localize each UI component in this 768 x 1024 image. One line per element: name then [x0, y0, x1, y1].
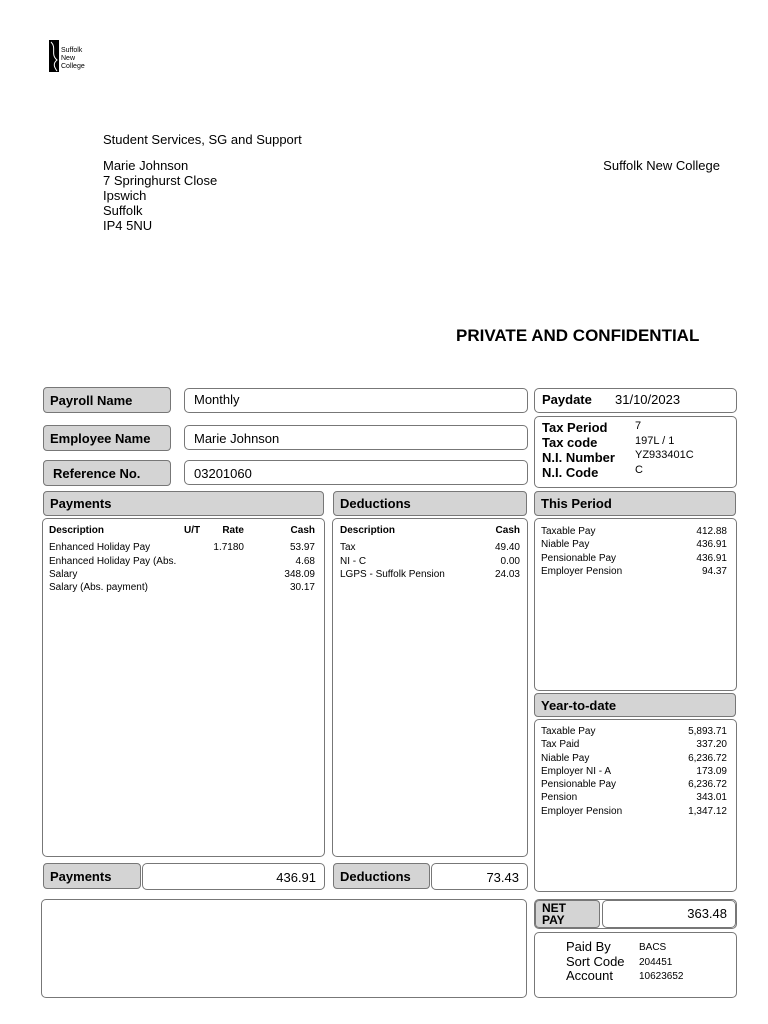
payment-method-labels	[566, 940, 625, 984]
payment-description: Enhanced Holiday Pay	[49, 542, 151, 554]
tax-info-values	[635, 419, 694, 477]
this-period-value: 436.91	[696, 552, 727, 564]
year-to-date-box	[534, 719, 737, 892]
year-to-date-row	[541, 725, 728, 738]
year-to-date-value: 6,236.72	[688, 752, 727, 764]
deductions-row	[340, 568, 520, 581]
paydate-label: Paydate	[542, 392, 592, 407]
payment-rate	[204, 581, 244, 594]
this-period-row	[541, 565, 728, 578]
paid-by-value: BACS	[639, 942, 667, 953]
tax-info-labels	[542, 420, 615, 480]
account-value: 10623652	[639, 971, 684, 982]
payments-table-body	[49, 525, 315, 594]
logo-text: Suffolk New College	[61, 47, 85, 70]
payments-row	[49, 541, 315, 554]
payments-rows	[49, 541, 315, 594]
payment-description: Salary (Abs. payment)	[49, 582, 148, 594]
confidential-title: PRIVATE AND CONFIDENTIAL	[456, 326, 700, 345]
year-to-date-row	[541, 791, 728, 804]
payments-table	[42, 518, 325, 857]
employer-name: Suffolk New College	[603, 158, 720, 173]
payments-header: Payments	[43, 491, 324, 516]
deduction-description: NI - C	[340, 555, 367, 567]
employee-address	[103, 158, 217, 233]
reference-label: Reference No.	[43, 460, 171, 486]
year-to-date-label: Taxable Pay	[541, 726, 596, 737]
payments-column-headers	[49, 525, 315, 538]
year-to-date-value: 6,236.72	[688, 779, 727, 791]
this-period-label: Pensionable Pay	[541, 552, 617, 564]
year-to-date-value: 1,347.12	[688, 805, 727, 817]
year-to-date-label: Employer Pension	[541, 805, 623, 817]
account-label: Account	[566, 968, 613, 983]
payments-total-value: 436.91	[276, 870, 316, 885]
deductions-col-description: Description	[340, 525, 396, 536]
year-to-date-label: Niable Pay	[541, 752, 590, 764]
employee-name-value: Marie Johnson	[194, 431, 280, 446]
deductions-row	[340, 541, 520, 554]
message-box	[41, 899, 527, 998]
payroll-name-box	[184, 388, 528, 413]
payment-ut	[184, 581, 204, 594]
employee-name-label: Employee Name	[43, 425, 171, 451]
sort-code-value: 204451	[639, 956, 673, 968]
net-pay-value-box	[602, 900, 736, 928]
payment-ut	[184, 541, 204, 554]
tax-info-box	[534, 416, 737, 488]
this-period-rows	[541, 525, 728, 578]
year-to-date-value: 343.01	[696, 792, 727, 804]
department-line: Student Services, SG and Support	[103, 132, 302, 147]
deduction-cash: 24.03	[494, 568, 520, 580]
year-to-date-value: 5,893.71	[688, 726, 727, 737]
year-to-date-value: 337.20	[696, 739, 727, 751]
year-to-date-rows	[541, 725, 728, 818]
deductions-row	[340, 555, 520, 568]
ni-code-value: C	[635, 463, 643, 476]
payments-total-label: Payments	[43, 863, 141, 889]
ni-code-label: N.I. Code	[542, 465, 599, 480]
tax-code-label: Tax code	[542, 435, 598, 450]
college-logo	[49, 38, 109, 74]
deduction-cash: 0.00	[500, 555, 520, 567]
this-period-header: This Period	[534, 491, 736, 516]
reference-value: 03201060	[194, 466, 252, 481]
this-period-row	[541, 525, 728, 538]
this-period-value: 94.37	[701, 565, 727, 577]
year-to-date-label: Tax Paid	[541, 739, 580, 751]
payment-cash: 348.09	[284, 568, 315, 580]
this-period-label: Niable Pay	[541, 539, 590, 551]
ni-number-value: YZ933401C	[635, 449, 694, 461]
payments-row	[49, 555, 315, 568]
net-pay-box	[534, 899, 737, 929]
net-pay-label-line2: PAY	[542, 913, 565, 927]
payment-ut	[184, 555, 204, 568]
payments-col-description: Description	[49, 525, 105, 536]
payment-cash: 53.97	[289, 542, 315, 554]
deductions-table	[332, 518, 528, 857]
payroll-name-label: Payroll Name	[43, 387, 171, 413]
payroll-name-value: Monthly	[194, 392, 240, 407]
logo-mark-icon	[49, 40, 59, 72]
reference-box	[184, 460, 528, 485]
year-to-date-label: Employer NI - A	[541, 765, 612, 777]
payment-rate: 1.7180	[213, 542, 244, 554]
year-to-date-row	[541, 752, 728, 765]
payment-method-box	[534, 932, 737, 998]
payments-col-ut: U/T	[184, 525, 201, 536]
deductions-total-label: Deductions	[333, 863, 430, 889]
year-to-date-header: Year-to-date	[534, 693, 736, 717]
this-period-value: 436.91	[696, 539, 727, 551]
deductions-rows	[340, 541, 520, 581]
address-postcode: IP4 5NU	[103, 218, 153, 233]
deductions-header: Deductions	[333, 491, 527, 516]
paydate-box	[534, 388, 737, 413]
year-to-date-row	[541, 778, 728, 791]
net-pay-label-line1: NET	[542, 901, 566, 915]
paydate-value: 31/10/2023	[615, 392, 681, 407]
deduction-description: LGPS - Suffolk Pension	[340, 568, 445, 580]
payment-description: Enhanced Holiday Pay (Abs.	[49, 555, 177, 567]
payment-cash: 4.68	[295, 555, 315, 567]
payment-method-values	[639, 941, 684, 985]
deductions-column-headers	[340, 525, 520, 538]
payments-col-rate: Rate	[222, 525, 244, 536]
tax-period-value: 7	[635, 420, 642, 432]
payments-row	[49, 568, 315, 581]
tax-period-label: Tax Period	[542, 420, 608, 435]
this-period-row	[541, 538, 728, 551]
deduction-description: Tax	[340, 542, 356, 554]
year-to-date-value: 173.09	[696, 765, 727, 777]
payments-col-cash: Cash	[290, 525, 315, 536]
net-pay-value: 363.48	[687, 906, 727, 921]
employee-name-box	[184, 425, 528, 450]
address-name: Marie Johnson	[103, 158, 189, 173]
deductions-total-box	[431, 863, 528, 890]
this-period-label: Taxable Pay	[541, 526, 596, 537]
payment-description: Salary	[49, 568, 78, 580]
deductions-table-body	[340, 525, 520, 581]
year-to-date-row	[541, 805, 728, 818]
this-period-value: 412.88	[696, 526, 727, 537]
deduction-cash: 49.40	[494, 542, 520, 554]
payments-total-box	[142, 863, 325, 890]
this-period-row	[541, 552, 728, 565]
tax-code-value: 197L / 1	[635, 434, 675, 447]
payment-rate	[204, 555, 244, 568]
deductions-total-value: 73.43	[486, 870, 519, 885]
year-to-date-row	[541, 738, 728, 751]
ni-number-label: N.I. Number	[542, 450, 615, 465]
payments-row	[49, 581, 315, 594]
payment-rate	[204, 568, 244, 581]
payment-ut	[184, 568, 204, 581]
year-to-date-row	[541, 765, 728, 778]
address-street: 7 Springhurst Close	[103, 173, 218, 188]
paid-by-label: Paid By	[566, 939, 611, 954]
net-pay-label	[535, 900, 600, 928]
deductions-col-cash: Cash	[495, 525, 520, 536]
this-period-box	[534, 518, 737, 691]
this-period-label: Employer Pension	[541, 565, 623, 577]
year-to-date-label: Pension	[541, 792, 578, 804]
address-town: Ipswich	[103, 188, 147, 203]
payment-cash: 30.17	[289, 582, 315, 594]
year-to-date-label: Pensionable Pay	[541, 779, 617, 791]
sort-code-label: Sort Code	[566, 953, 625, 969]
address-county: Suffolk	[103, 203, 143, 218]
